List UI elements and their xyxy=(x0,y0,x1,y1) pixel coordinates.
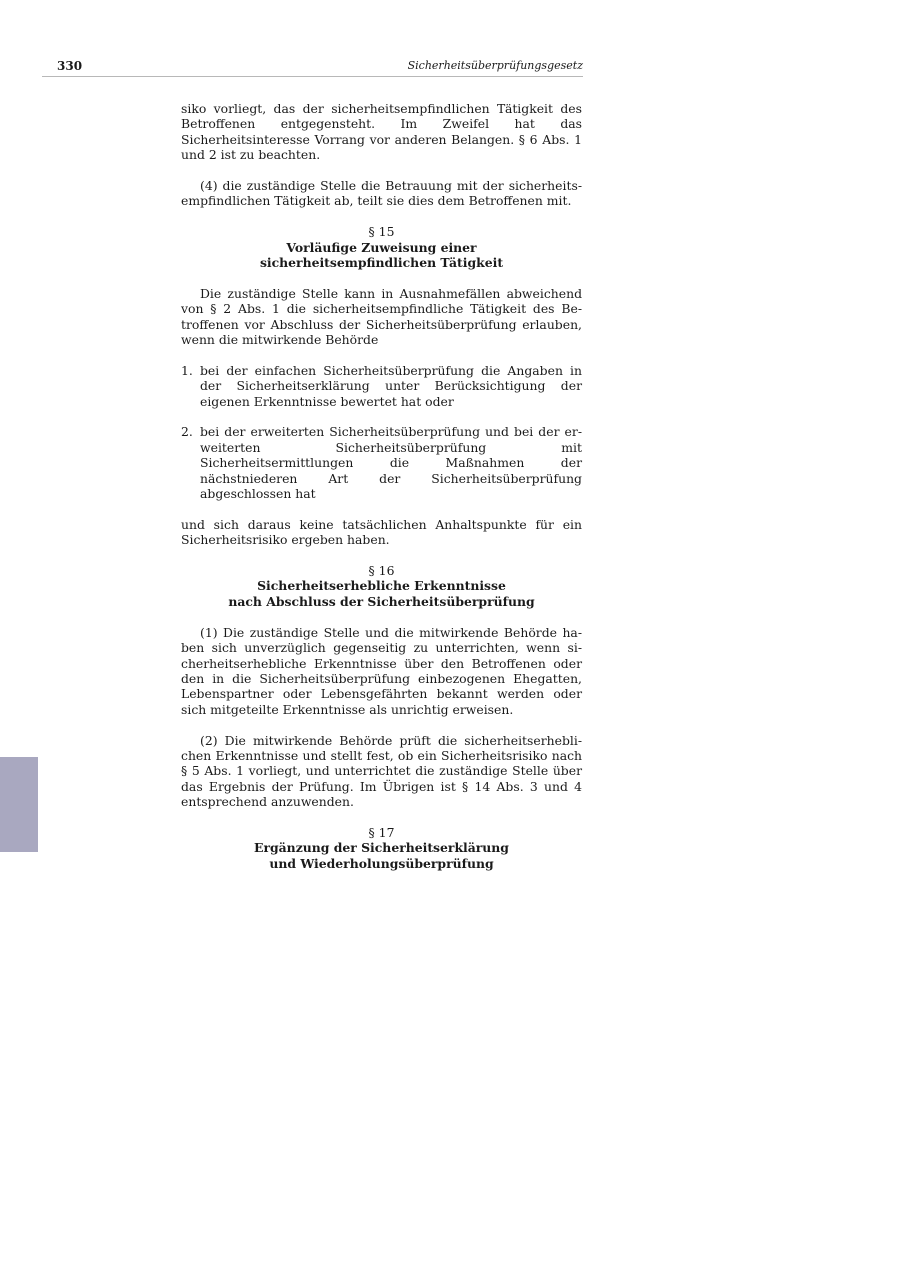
section-number: § 15 xyxy=(368,224,395,240)
section-number: § 17 xyxy=(368,824,395,840)
section-title-line: Ergänzung der Sicherheitserklärung xyxy=(254,840,509,856)
list-item xyxy=(181,424,582,501)
section-17-heading xyxy=(181,825,582,871)
section-16-heading xyxy=(181,563,582,609)
running-title: Sicherheitsüberprüfungsgesetz xyxy=(407,59,583,72)
section-15-intro: Die zuständige Stelle kann in Ausnahmefällen abweichend von § 2 Abs. 1 die sicherheitsempfindliche Tätigkeit des Betroffenen vor Abschluss der Sicherheitsüberprüfung erlauben, wenn die mitwirkende Behörde xyxy=(181,285,582,348)
continued-paragraph: siko vorliegt, das der sicherheitsempfindlichen Tätigkeit des Betroffenen entgegensteht. Im Zweifel hat das Sicherheitsinteresse Vorrang vor anderen Belangen. § 6 Abs. 1 und 2 ist zu beachten. xyxy=(181,101,582,163)
list-item-number: 1. xyxy=(181,362,193,378)
section-title-line: nach Abschluss der Sicherheitsüberprüfung xyxy=(228,593,535,609)
page-header xyxy=(42,58,583,77)
list-item-text: bei der erweiterten Sicherheitsüberprüfung und bei der erweiterten Sicherheitsüberprüfung mit Sicherheitsermittlungen die Maßnahmen der nächstniederen Art der Sicherheitsüberprüfung abgeschlossen hat xyxy=(200,424,582,502)
section-title-line: Vorläufige Zuweisung einer xyxy=(286,239,477,255)
section-15-tail: und sich daraus keine tatsächlichen Anhaltspunkte für ein Sicherheitsrisiko ergeben haben. xyxy=(181,516,582,548)
thumb-index-tab xyxy=(0,757,38,852)
list-item-number: 2. xyxy=(181,424,193,440)
section-15-heading xyxy=(181,224,582,270)
paragraph-16-1: (1) Die zuständige Stelle und die mitwirkende Behörde haben sich unverzüglich gegenseitig zu unterrichten, wenn sicherheitserhebliche Erkenntnisse über den Betroffenen oder den in die Sicherheitsüberprüfung einbezogenen Ehegatten, Lebenspartner oder Lebensgefährten bekannt werden oder sich mitgeteilte Erkenntnisse als unrichtig erweisen. xyxy=(181,624,582,717)
section-title-line: und Wiederholungsüberprüfung xyxy=(269,855,494,871)
paragraph-16-2: (2) Die mitwirkende Behörde prüft die sicherheitserheblichen Erkenntnisse und stellt fest, ob ein Sicherheitsrisiko nach § 5 Abs. 1 vorliegt, und unterrichtet die zuständige Stelle über das Ergebnis der Prüfung. Im Übrigen ist § 14 Abs. 3 und 4 entsprechend anzuwenden. xyxy=(181,732,582,810)
section-title-line: sicherheitsempfindlichen Tätigkeit xyxy=(259,255,504,271)
section-number: § 16 xyxy=(368,563,395,579)
list-item xyxy=(181,363,582,409)
page-number: 330 xyxy=(57,59,83,73)
section-title-line: Sicherheitserhebliche Erkenntnisse xyxy=(257,578,506,594)
section-15-list xyxy=(181,363,582,502)
paragraph-14-4: (4) die zuständige Stelle die Betrauung mit der sicherheitsempfindlichen Tätigkeit ab, teilt sie dies dem Betroffenen mit. xyxy=(181,178,582,209)
page-body xyxy=(181,101,582,887)
list-item-text: bei der einfachen Sicherheitsüberprüfung die Angaben in der Sicherheitserklärung unter Berücksichtigung der eigenen Erkenntnisse bewertet hat oder xyxy=(200,362,582,409)
